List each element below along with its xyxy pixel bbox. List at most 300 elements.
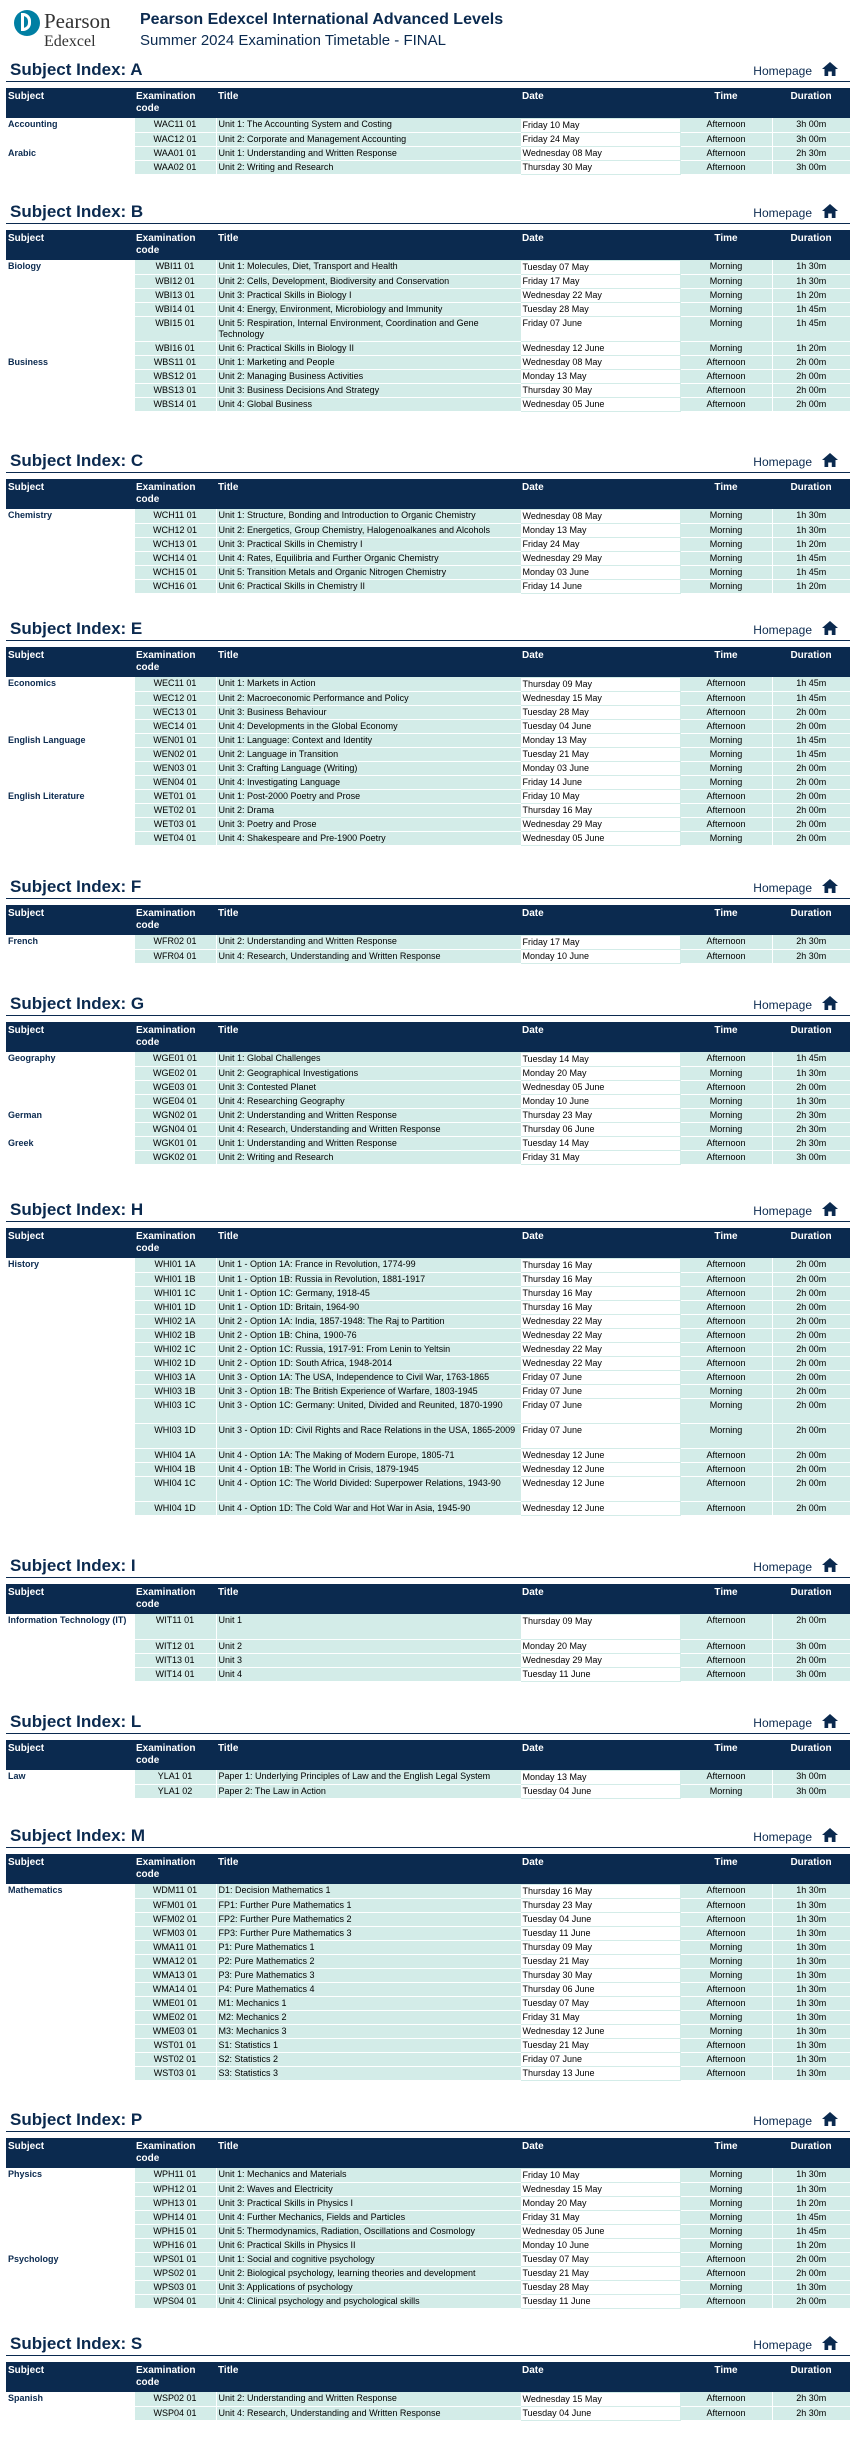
section-title: Subject Index: L <box>10 1712 142 1731</box>
exam-duration: 2h 00m <box>772 1370 850 1384</box>
exam-time: Morning <box>680 1094 772 1108</box>
table-row <box>6 1784 850 1798</box>
table-row <box>6 316 850 341</box>
table-row <box>6 1066 850 1080</box>
exam-time: Morning <box>680 260 772 274</box>
table-row <box>6 1996 850 2010</box>
table-header-row <box>6 1022 850 1052</box>
table-row <box>6 1398 850 1423</box>
exam-duration: 1h 30m <box>772 2168 850 2182</box>
col-subject: Subject <box>6 230 134 260</box>
exam-duration: 1h 20m <box>772 2196 850 2210</box>
section-title: Subject Index: F <box>10 877 142 896</box>
exam-title: Unit 2: Cells, Development, Biodiversity and Conservation <box>216 274 520 288</box>
homepage-link[interactable]: Homepage <box>753 1830 812 1844</box>
subject-spacer <box>6 2238 134 2252</box>
exam-date: Tuesday 07 May <box>520 260 680 274</box>
table-row <box>6 761 850 775</box>
exam-time: Afternoon <box>680 1300 772 1314</box>
home-icon[interactable] <box>822 621 838 635</box>
exam-date: Friday 14 June <box>520 579 680 593</box>
subject-spacer <box>6 1342 134 1356</box>
exam-code: WDM11 01 <box>134 1884 216 1898</box>
exam-title: Unit 4: Global Business <box>216 397 520 411</box>
exam-code: WHI01 1C <box>134 1286 216 1300</box>
table-header-row <box>6 905 850 935</box>
exam-time: Morning <box>680 2280 772 2294</box>
exam-code: WPH11 01 <box>134 2168 216 2182</box>
exam-time: Afternoon <box>680 1150 772 1164</box>
exam-title: D1: Decision Mathematics 1 <box>216 1884 520 1898</box>
exam-duration: 2h 00m <box>772 1476 850 1501</box>
exam-code: WEC11 01 <box>134 677 216 691</box>
exam-title: Unit 5: Transition Metals and Organic Nitrogen Chemistry <box>216 565 520 579</box>
exam-time: Morning <box>680 274 772 288</box>
table-row <box>6 118 850 132</box>
exam-time: Morning <box>680 509 772 523</box>
exam-date: Friday 07 June <box>520 1398 680 1423</box>
section-title: Subject Index: C <box>10 451 144 470</box>
exam-date: Tuesday 04 June <box>520 2406 680 2420</box>
table-row <box>6 579 850 593</box>
exam-date: Thursday 16 May <box>520 1258 680 1272</box>
home-icon[interactable] <box>822 2112 838 2126</box>
homepage-link[interactable]: Homepage <box>753 1716 812 1730</box>
table-row <box>6 1108 850 1122</box>
col-subject: Subject <box>6 1740 134 1770</box>
subject-spacer <box>6 1094 134 1108</box>
exam-title: Unit 5: Thermodynamics, Radiation, Oscillations and Cosmology <box>216 2224 520 2238</box>
col-duration: Duration <box>772 1584 850 1614</box>
exam-code: WMA14 01 <box>134 1982 216 1996</box>
subject-spacer <box>6 1940 134 1954</box>
homepage-link[interactable]: Homepage <box>753 206 812 220</box>
exam-code: WET02 01 <box>134 803 216 817</box>
exam-time: Afternoon <box>680 397 772 411</box>
col-code: Examination code <box>134 1584 216 1614</box>
col-time: Time <box>680 230 772 260</box>
exam-code: WBS11 01 <box>134 355 216 369</box>
table-row <box>6 397 850 411</box>
col-subject: Subject <box>6 2362 134 2392</box>
table-row <box>6 1342 850 1356</box>
exam-title: Unit 4: Shakespeare and Pre-1900 Poetry <box>216 831 520 845</box>
exam-title: Unit 2: Drama <box>216 803 520 817</box>
subject-spacer <box>6 949 134 963</box>
table-row <box>6 537 850 551</box>
subject-spacer <box>6 1912 134 1926</box>
table-row <box>6 2406 850 2420</box>
exam-date: Wednesday 29 May <box>520 551 680 565</box>
exam-duration: 2h 00m <box>772 831 850 845</box>
exam-time: Morning <box>680 2182 772 2196</box>
exam-time: Afternoon <box>680 1052 772 1066</box>
subject-spacer <box>6 1286 134 1300</box>
table-row <box>6 509 850 523</box>
col-subject: Subject <box>6 1228 134 1258</box>
table-row <box>6 341 850 355</box>
section-divider <box>6 2355 850 2356</box>
exam-title: Unit 4 - Option 1B: The World in Crisis, 1879-1945 <box>216 1462 520 1476</box>
exam-title: Unit 1: Language: Context and Identity <box>216 733 520 747</box>
exam-date: Wednesday 12 June <box>520 1448 680 1462</box>
home-icon[interactable] <box>822 1828 838 1842</box>
subject-index-section <box>6 1556 850 1679</box>
col-title: Title <box>216 230 520 260</box>
exam-code: WSP02 01 <box>134 2392 216 2406</box>
col-date: Date <box>520 2362 680 2392</box>
col-title: Title <box>216 1228 520 1258</box>
subject-spacer <box>6 288 134 302</box>
section-header <box>6 619 850 641</box>
table-row <box>6 1982 850 1996</box>
homepage-link[interactable]: Homepage <box>753 2338 812 2352</box>
exam-time: Morning <box>680 523 772 537</box>
exam-time: Afternoon <box>680 355 772 369</box>
table-row <box>6 2196 850 2210</box>
subject-index-section <box>6 60 850 172</box>
exam-date: Thursday 16 May <box>520 1884 680 1898</box>
section-header <box>6 1712 850 1734</box>
homepage-link[interactable]: Homepage <box>753 64 812 78</box>
col-time: Time <box>680 88 772 118</box>
exam-code: WHI02 1A <box>134 1314 216 1328</box>
exam-title: FP1: Further Pure Mathematics 1 <box>216 1898 520 1912</box>
exam-duration: 2h 00m <box>772 2252 850 2266</box>
col-title: Title <box>216 1022 520 1052</box>
table-row <box>6 2392 850 2406</box>
exam-code: WGK01 01 <box>134 1136 216 1150</box>
exam-code: WGN02 01 <box>134 1108 216 1122</box>
section-divider <box>6 640 850 641</box>
exam-duration: 1h 30m <box>772 1968 850 1982</box>
exam-date: Monday 20 May <box>520 2196 680 2210</box>
col-time: Time <box>680 2138 772 2168</box>
exam-title: Paper 1: Underlying Principles of Law and the English Legal System <box>216 1770 520 1784</box>
exam-time: Afternoon <box>680 1884 772 1898</box>
exam-date: Tuesday 04 June <box>520 719 680 733</box>
exam-title: Unit 3 - Option 1B: The British Experience of Warfare, 1803-1945 <box>216 1384 520 1398</box>
exam-time: Afternoon <box>680 1653 772 1667</box>
section-title: Subject Index: E <box>10 619 143 638</box>
exam-time: Afternoon <box>680 1926 772 1940</box>
section-title: Subject Index: A <box>10 60 143 79</box>
section-title: Subject Index: B <box>10 202 144 221</box>
exam-time: Morning <box>680 288 772 302</box>
exam-code: WPS03 01 <box>134 2280 216 2294</box>
col-date: Date <box>520 1022 680 1052</box>
exam-code: WBI15 01 <box>134 316 216 341</box>
exam-duration: 2h 00m <box>772 1398 850 1423</box>
exam-date: Thursday 16 May <box>520 1300 680 1314</box>
home-icon[interactable] <box>822 1202 838 1216</box>
exam-code: WHI04 1C <box>134 1476 216 1501</box>
exam-time: Afternoon <box>680 1898 772 1912</box>
exam-date: Wednesday 15 May <box>520 691 680 705</box>
exam-duration: 1h 45m <box>772 551 850 565</box>
exam-date: Friday 10 May <box>520 2168 680 2182</box>
exam-code: WGK02 01 <box>134 1150 216 1164</box>
exam-duration: 2h 30m <box>772 2406 850 2420</box>
homepage-link[interactable]: Homepage <box>753 455 812 469</box>
exam-duration: 2h 30m <box>772 1108 850 1122</box>
exam-duration: 2h 00m <box>772 397 850 411</box>
exam-title: Unit 1: Global Challenges <box>216 1052 520 1066</box>
exam-code: WHI03 1B <box>134 1384 216 1398</box>
subject-spacer <box>6 1122 134 1136</box>
table-row <box>6 2168 850 2182</box>
exam-code: WHI01 1D <box>134 1300 216 1314</box>
subject-name: Economics <box>6 677 134 691</box>
exam-code: WHI02 1D <box>134 1356 216 1370</box>
subject-spacer <box>6 1448 134 1462</box>
exam-title: Unit 4 - Option 1C: The World Divided: Superpower Relations, 1943-90 <box>216 1476 520 1501</box>
exam-code: WET04 01 <box>134 831 216 845</box>
exam-duration: 2h 00m <box>772 1272 850 1286</box>
exam-code: WMA11 01 <box>134 1940 216 1954</box>
col-code: Examination code <box>134 2362 216 2392</box>
table-row <box>6 355 850 369</box>
table-row <box>6 1940 850 1954</box>
table-row <box>6 1912 850 1926</box>
table-row <box>6 677 850 691</box>
exam-code: WPS01 01 <box>134 2252 216 2266</box>
table-header-row <box>6 1854 850 1884</box>
exam-title: Unit 1: The Accounting System and Costing <box>216 118 520 132</box>
subject-spacer <box>6 1066 134 1080</box>
section-header <box>6 2334 850 2356</box>
exam-duration: 1h 30m <box>772 1982 850 1996</box>
exam-date: Wednesday 12 June <box>520 2024 680 2038</box>
home-icon[interactable] <box>822 453 838 467</box>
exam-date: Tuesday 11 June <box>520 1926 680 1940</box>
home-icon[interactable] <box>822 1558 838 1572</box>
exam-date: Wednesday 12 June <box>520 1476 680 1501</box>
subject-spacer <box>6 1639 134 1653</box>
section-title: Subject Index: S <box>10 2334 143 2353</box>
subject-spacer <box>6 1150 134 1164</box>
exam-time: Afternoon <box>680 789 772 803</box>
exam-duration: 1h 45m <box>772 2210 850 2224</box>
subject-spacer <box>6 775 134 789</box>
subject-spacer <box>6 1954 134 1968</box>
exam-title: Unit 2 <box>216 1639 520 1653</box>
exam-duration: 1h 45m <box>772 316 850 341</box>
table-row <box>6 1150 850 1164</box>
exam-date: Wednesday 12 June <box>520 1462 680 1476</box>
exam-date: Wednesday 05 June <box>520 2224 680 2238</box>
exam-title: Unit 4: Research, Understanding and Written Response <box>216 2406 520 2420</box>
exam-time: Afternoon <box>680 2066 772 2080</box>
subject-spacer <box>6 160 134 174</box>
table-row <box>6 1770 850 1784</box>
homepage-link[interactable]: Homepage <box>753 623 812 637</box>
home-icon[interactable] <box>822 996 838 1010</box>
exam-time: Afternoon <box>680 949 772 963</box>
exam-code: WMA13 01 <box>134 1968 216 1982</box>
subject-spacer <box>6 2052 134 2066</box>
exam-duration: 2h 00m <box>772 2266 850 2280</box>
exam-date: Tuesday 21 May <box>520 2038 680 2052</box>
subject-spacer <box>6 1996 134 2010</box>
exam-title: Unit 3 - Option 1A: The USA, Independence to Civil War, 1763-1865 <box>216 1370 520 1384</box>
exam-time: Morning <box>680 1784 772 1798</box>
pearson-logo-icon <box>14 10 40 36</box>
home-icon[interactable] <box>822 1714 838 1728</box>
exam-code: WPH13 01 <box>134 2196 216 2210</box>
timetable-table <box>6 479 850 594</box>
homepage-link[interactable]: Homepage <box>753 1204 812 1218</box>
col-code: Examination code <box>134 647 216 677</box>
exam-title: Unit 4 - Option 1A: The Making of Modern Europe, 1805-71 <box>216 1448 520 1462</box>
exam-date: Monday 10 June <box>520 2238 680 2252</box>
exam-duration: 1h 30m <box>772 2038 850 2052</box>
homepage-link[interactable]: Homepage <box>753 998 812 1012</box>
exam-date: Friday 31 May <box>520 1150 680 1164</box>
subject-name: Psychology <box>6 2252 134 2266</box>
exam-code: WBI11 01 <box>134 260 216 274</box>
homepage-link[interactable]: Homepage <box>753 881 812 895</box>
section-header <box>6 994 850 1016</box>
exam-code: WEC13 01 <box>134 705 216 719</box>
home-icon[interactable] <box>822 2336 838 2350</box>
section-header <box>6 60 850 82</box>
table-row <box>6 803 850 817</box>
exam-title: Unit 2: Biological psychology, learning theories and development <box>216 2266 520 2280</box>
exam-code: WME03 01 <box>134 2024 216 2038</box>
exam-duration: 2h 00m <box>772 1080 850 1094</box>
section-header <box>6 202 850 224</box>
table-row <box>6 1122 850 1136</box>
home-icon[interactable] <box>822 204 838 218</box>
subject-spacer <box>6 2294 134 2308</box>
exam-time: Morning <box>680 1108 772 1122</box>
exam-title: Unit 2: Energetics, Group Chemistry, Halogenoalkanes and Alcohols <box>216 523 520 537</box>
homepage-link[interactable]: Homepage <box>753 1560 812 1574</box>
exam-time: Morning <box>680 551 772 565</box>
exam-date: Friday 10 May <box>520 789 680 803</box>
exam-time: Morning <box>680 2210 772 2224</box>
table-row <box>6 1667 850 1681</box>
home-icon[interactable] <box>822 62 838 76</box>
table-row <box>6 565 850 579</box>
exam-date: Monday 13 May <box>520 523 680 537</box>
exam-title: Unit 2: Geographical Investigations <box>216 1066 520 1080</box>
exam-code: WST02 01 <box>134 2052 216 2066</box>
subject-spacer <box>6 316 134 341</box>
exam-duration: 2h 00m <box>772 1342 850 1356</box>
subject-index-section <box>6 1826 850 2078</box>
exam-title: Unit 2: Understanding and Written Response <box>216 935 520 949</box>
exam-duration: 1h 20m <box>772 288 850 302</box>
subject-spacer <box>6 2196 134 2210</box>
exam-code: WHI02 1B <box>134 1328 216 1342</box>
exam-duration: 1h 30m <box>772 1884 850 1898</box>
exam-code: WEC12 01 <box>134 691 216 705</box>
subject-spacer <box>6 2266 134 2280</box>
subject-name: Geography <box>6 1052 134 1066</box>
exam-time: Afternoon <box>680 1462 772 1476</box>
homepage-link[interactable]: Homepage <box>753 2114 812 2128</box>
exam-time: Morning <box>680 2024 772 2038</box>
col-code: Examination code <box>134 905 216 935</box>
exam-duration: 3h 00m <box>772 118 850 132</box>
subject-spacer <box>6 132 134 146</box>
exam-duration: 3h 00m <box>772 1667 850 1681</box>
table-row <box>6 1898 850 1912</box>
exam-code: WBI12 01 <box>134 274 216 288</box>
timetable-table <box>6 1228 850 1516</box>
col-title: Title <box>216 2138 520 2168</box>
exam-duration: 2h 00m <box>772 1653 850 1667</box>
exam-duration: 3h 00m <box>772 1639 850 1653</box>
col-duration: Duration <box>772 1228 850 1258</box>
exam-title: M3: Mechanics 3 <box>216 2024 520 2038</box>
exam-duration: 2h 00m <box>772 761 850 775</box>
exam-date: Thursday 09 May <box>520 1614 680 1639</box>
col-duration: Duration <box>772 479 850 509</box>
exam-date: Monday 03 June <box>520 565 680 579</box>
exam-duration: 1h 30m <box>772 1954 850 1968</box>
exam-time: Afternoon <box>680 2266 772 2280</box>
exam-time: Afternoon <box>680 1501 772 1515</box>
exam-title: Unit 1 - Option 1A: France in Revolution, 1774-99 <box>216 1258 520 1272</box>
exam-duration: 3h 00m <box>772 160 850 174</box>
exam-date: Friday 10 May <box>520 118 680 132</box>
table-row <box>6 2024 850 2038</box>
exam-time: Morning <box>680 1940 772 1954</box>
exam-title: Unit 3: Practical Skills in Physics I <box>216 2196 520 2210</box>
exam-date: Friday 07 June <box>520 1370 680 1384</box>
exam-time: Afternoon <box>680 160 772 174</box>
subject-spacer <box>6 2024 134 2038</box>
page-title: Pearson Edexcel International Advanced Levels <box>140 11 504 28</box>
exam-time: Afternoon <box>680 1328 772 1342</box>
subject-name: Biology <box>6 260 134 274</box>
exam-code: WAC12 01 <box>134 132 216 146</box>
exam-title: Unit 4 - Option 1D: The Cold War and Hot War in Asia, 1945-90 <box>216 1501 520 1515</box>
exam-date: Wednesday 15 May <box>520 2182 680 2196</box>
col-duration: Duration <box>772 1854 850 1884</box>
exam-time: Afternoon <box>680 118 772 132</box>
table-row <box>6 2266 850 2280</box>
exam-code: WBI14 01 <box>134 302 216 316</box>
exam-code: WHI02 1C <box>134 1342 216 1356</box>
table-header-row <box>6 2362 850 2392</box>
exam-time: Afternoon <box>680 2392 772 2406</box>
exam-title: Unit 1: Molecules, Diet, Transport and Health <box>216 260 520 274</box>
home-icon[interactable] <box>822 879 838 893</box>
exam-code: WPH16 01 <box>134 2238 216 2252</box>
exam-title: Unit 3: Practical Skills in Chemistry I <box>216 537 520 551</box>
exam-title: Unit 1: Mechanics and Materials <box>216 2168 520 2182</box>
table-row <box>6 1286 850 1300</box>
table-row <box>6 789 850 803</box>
exam-title: Unit 2: Managing Business Activities <box>216 369 520 383</box>
subject-spacer <box>6 2280 134 2294</box>
subject-spacer <box>6 2038 134 2052</box>
exam-time: Afternoon <box>680 691 772 705</box>
exam-duration: 1h 20m <box>772 537 850 551</box>
exam-date: Tuesday 04 June <box>520 1912 680 1926</box>
col-code: Examination code <box>134 2138 216 2168</box>
subject-index-section <box>6 2110 850 2306</box>
exam-duration: 1h 30m <box>772 1926 850 1940</box>
exam-duration: 1h 45m <box>772 565 850 579</box>
table-row <box>6 2224 850 2238</box>
exam-date: Tuesday 21 May <box>520 747 680 761</box>
table-row <box>6 1300 850 1314</box>
